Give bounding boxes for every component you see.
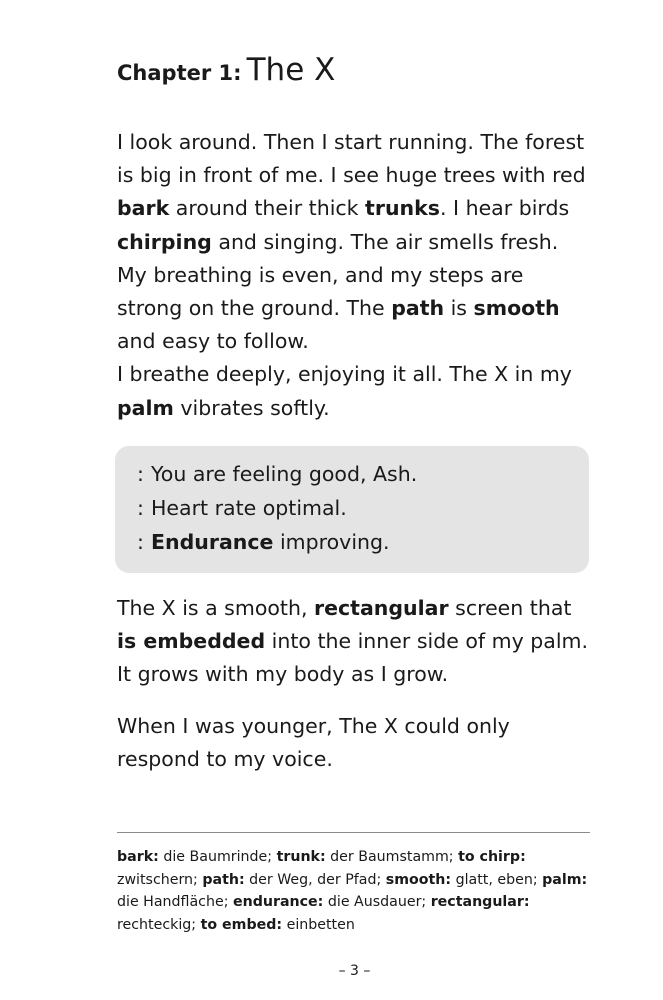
glossary-term: to embed:	[200, 916, 283, 933]
message-colon: :	[137, 496, 144, 520]
text-run: vibrates softly.	[173, 395, 330, 420]
text-run: and singing. The air smells fresh. My breathing is even, and my steps are strong on the ground. The	[117, 229, 559, 321]
text-run: screen that	[448, 596, 572, 620]
device-message-box	[115, 446, 589, 573]
text-run: into the inner side of my palm. It grows with my body as I grow.	[117, 629, 589, 687]
chapter-title: The X	[246, 52, 336, 88]
vocab-word-chirping: chirping	[117, 229, 212, 254]
glossary-definition: einbetten	[282, 916, 355, 933]
glossary-term: smooth:	[385, 871, 452, 888]
footnote-divider	[117, 832, 590, 833]
glossary-definition: die Ausdauer;	[323, 894, 431, 910]
glossary-definition: die Handfläche;	[117, 894, 233, 910]
story-paragraph-4	[117, 710, 592, 776]
vocab-word-palm: palm	[117, 395, 174, 420]
vocab-word-embedded: is embedded	[117, 629, 266, 654]
message-line-1	[137, 457, 589, 491]
glossary-definition: glatt, eben;	[451, 871, 543, 888]
text-run: is	[444, 296, 474, 321]
glossary-term: to chirp:	[458, 849, 526, 865]
glossary-term: palm:	[542, 871, 588, 888]
glossary-term: path:	[202, 871, 245, 888]
message-colon: :	[137, 462, 144, 486]
vocab-word-path: path	[391, 296, 445, 321]
story-paragraph-1	[117, 126, 592, 425]
text-run: The X is a smooth,	[117, 596, 314, 620]
glossary-term: rectangular:	[430, 894, 530, 910]
chapter-heading	[117, 52, 335, 88]
text-run: . I hear birds	[439, 196, 570, 221]
vocab-word-endurance: Endurance	[151, 530, 274, 554]
text-run: When I was younger, The X could only respond to my voice.	[117, 714, 510, 772]
glossary-definition: zwitschern;	[117, 871, 203, 888]
glossary-definition: der Baumstamm;	[325, 849, 459, 865]
vocabulary-glossary	[117, 846, 592, 936]
message-text: Heart rate optimal.	[151, 496, 347, 520]
text-run: I breathe deeply, enjoying it all. The X in my	[117, 362, 572, 387]
vocab-word-rectangular: rectangular	[313, 596, 449, 620]
story-paragraph-3	[117, 592, 592, 692]
glossary-definition: die Baumrinde;	[158, 849, 277, 865]
message-text: improving.	[273, 530, 390, 554]
vocab-word-bark: bark	[117, 196, 170, 221]
message-line-3	[137, 525, 589, 559]
message-text: You are feeling good, Ash.	[151, 462, 418, 486]
vocab-word-smooth: smooth	[473, 296, 560, 321]
message-line-2	[137, 491, 589, 525]
glossary-term: endurance:	[233, 894, 324, 910]
chapter-number: Chapter 1:	[117, 61, 242, 85]
glossary-definition: rechteckig;	[117, 916, 201, 933]
message-colon: :	[137, 530, 144, 554]
glossary-term: trunk:	[276, 849, 326, 865]
page-number: – 3 –	[338, 963, 371, 979]
text-run: I look around. Then I start running. The forest is big in front of me. I see huge trees with red	[117, 130, 586, 188]
text-run: and easy to follow.	[117, 329, 309, 354]
text-run: around their thick	[169, 196, 366, 221]
glossary-definition: der Weg, der Pfad;	[244, 871, 386, 888]
glossary-term: bark:	[117, 849, 159, 865]
vocab-word-trunks: trunks	[365, 196, 440, 221]
